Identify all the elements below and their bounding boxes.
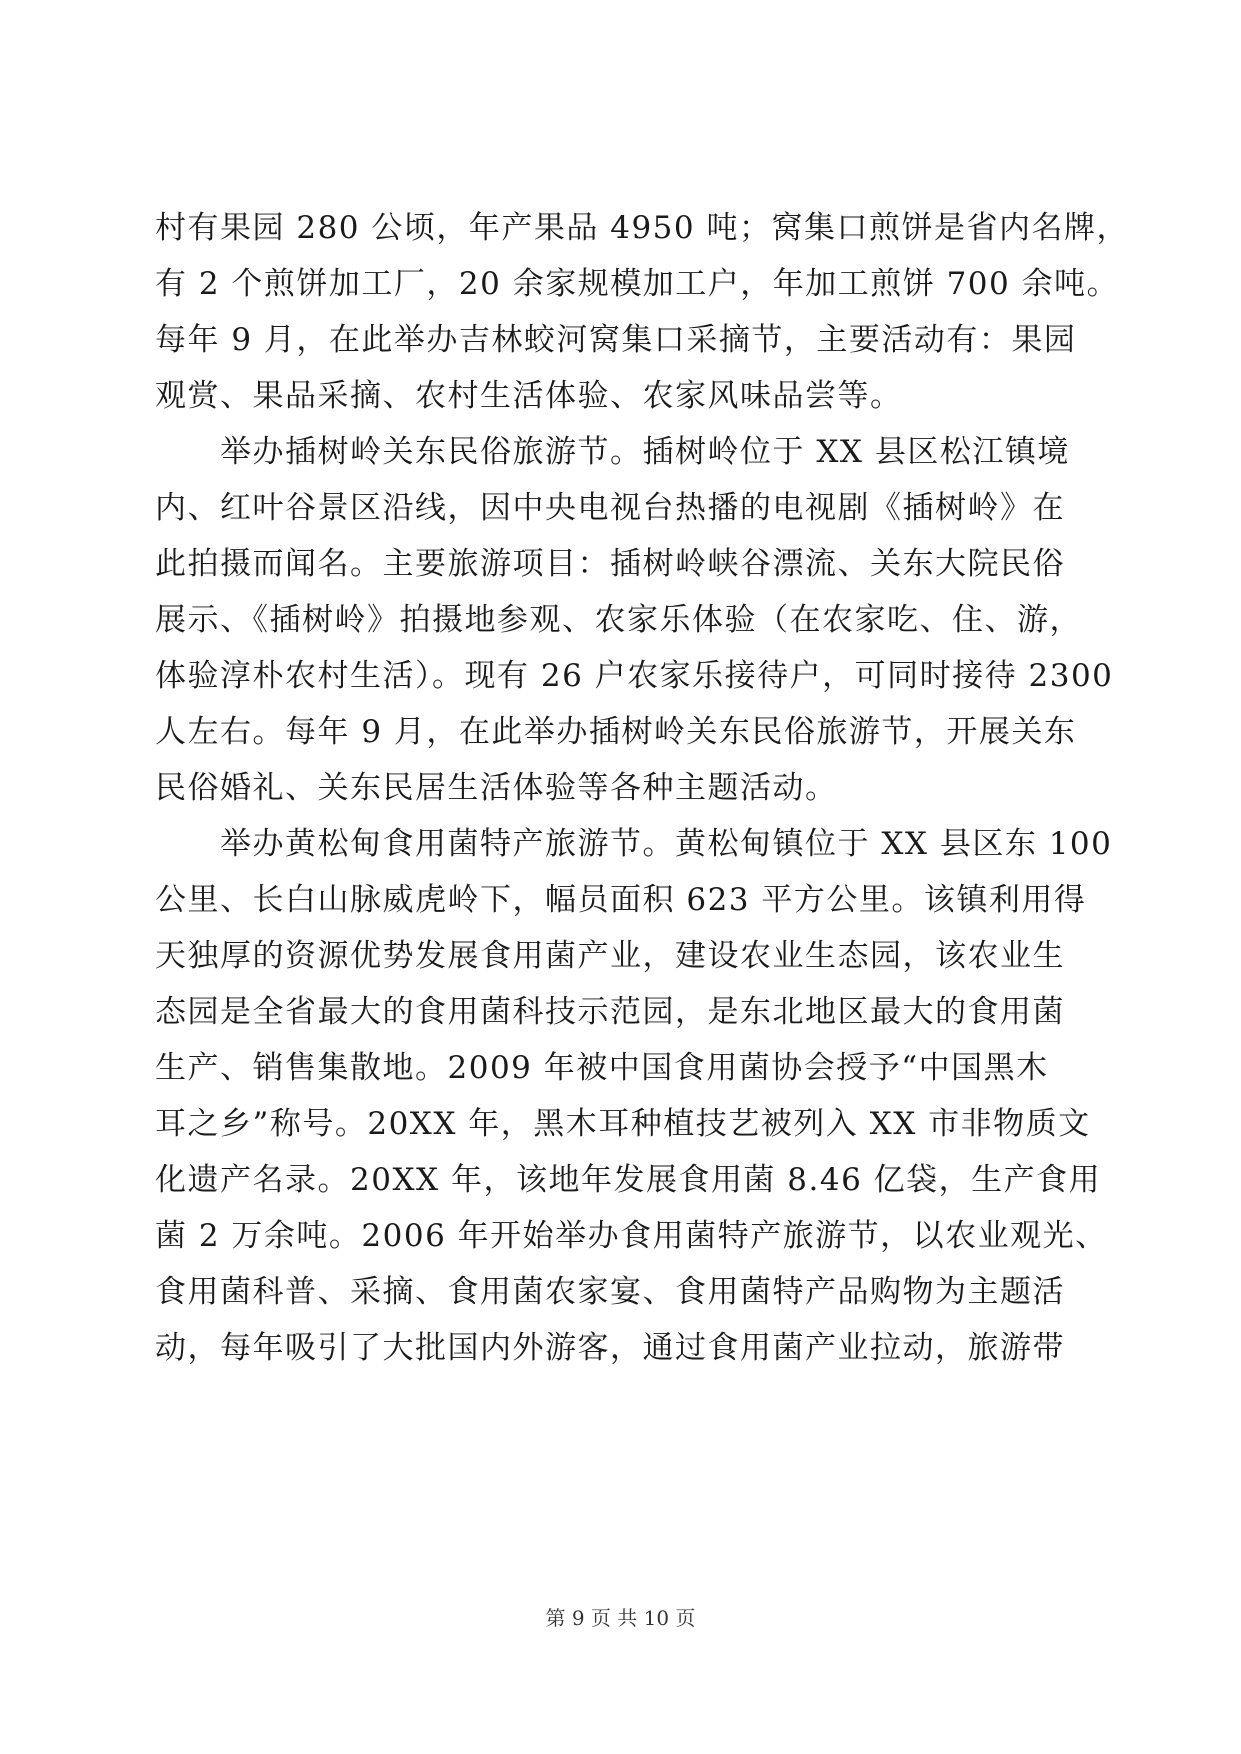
text-line: 耳之乡”称号。20XX 年，黑木耳种植技艺被列入 XX 市非物质文 [155,1106,1091,1142]
paragraph-start-line: 举办插树岭关东民俗旅游节。插树岭位于 XX 县区松江镇境 [155,434,1070,470]
text-line: 化遗产名录。20XX 年，该地年发展食用菌 8.46 亿袋，生产食用 [155,1162,1102,1198]
text-line: 内、红叶谷景区沿线，因中央电视台热播的电视剧《插树岭》在 [155,490,1065,526]
text-line: 此拍摄而闻名。主要旅游项目：插树岭峡谷漂流、关东大院民俗 [155,546,1065,582]
text-line: 天独厚的资源优势发展食用菌产业，建设农业生态园，该农业生 [155,938,1065,974]
text-line: 每年 9 月，在此举办吉林蛟河窝集口采摘节，主要活动有：果园 [155,322,1077,358]
body-text [155,200,1129,1376]
text-line: 观赏、果品采摘、农村生活体验、农家风味品尝等。 [155,378,903,414]
text-line: 人左右。每年 9 月，在此举办插树岭关东民俗旅游节，开展关东 [155,714,1077,750]
text-line: 村有果园 280 公顷，年产果品 4950 吨；窝集口煎饼是省内名牌， [155,210,1129,246]
text-line: 生产、销售集散地。2009 年被中国食用菌协会授予“中国黑木 [155,1050,1049,1086]
text-line: 菌 2 万余吨。2006 年开始举办食用菌特产旅游节，以农业观光、 [155,1218,1108,1254]
text-line: 食用菌科普、采摘、食用菌农家宴、食用菌特产品购物为主题活 [155,1274,1065,1310]
text-line: 态园是全省最大的食用菌科技示范园，是东北地区最大的食用菌 [155,994,1065,1030]
text-line: 公里、长白山脉威虎岭下，幅员面积 623 平方公里。该镇利用得 [155,882,1087,918]
page-footer: 第 9 页 共 10 页 [545,1606,696,1630]
text-line: 动，每年吸引了大批国内外游客，通过食用菌产业拉动，旅游带 [155,1330,1065,1366]
text-line: 有 2 个煎饼加工厂，20 余家规模加工户，年加工煎饼 700 余吨。 [155,266,1120,302]
paragraph-start-line: 举办黄松甸食用菌特产旅游节。黄松甸镇位于 XX 县区东 100 [155,826,1113,862]
text-line: 体验淳朴农村生活）。现有 26 户农家乐接待户，可同时接待 2300 [155,658,1114,694]
text-line: 展示、《插树岭》拍摄地参观、农家乐体验（在农家吃、住、游， [155,602,1082,638]
text-line: 民俗婚礼、关东民居生活体验等各种主题活动。 [155,770,838,806]
